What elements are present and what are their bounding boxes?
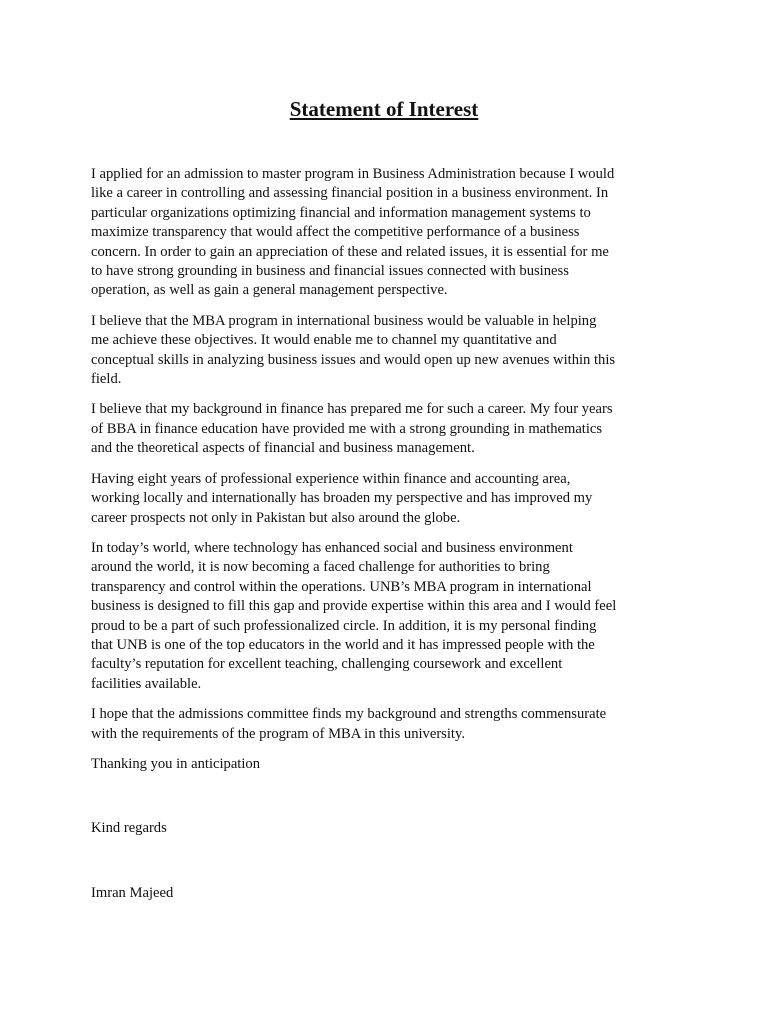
text-line: I hope that the admissions committee finds my background and strengths commensurate bbox=[91, 706, 607, 723]
text-line: operation, as well as gain a general management perspective. bbox=[91, 282, 448, 299]
closing-thanks: Thanking you in anticipation bbox=[91, 755, 261, 772]
signature-name: Imran Majeed bbox=[91, 884, 174, 901]
paragraph-5 bbox=[91, 539, 691, 694]
text-line: around the world, it is now becoming a faced challenge for authorities to bring bbox=[91, 559, 550, 576]
text-line: particular organizations optimizing financial and information management systems to bbox=[91, 204, 591, 221]
text-line: with the requirements of the program of MBA in this university. bbox=[91, 725, 465, 742]
text-line: I believe that the MBA program in international business would be valuable in helping bbox=[91, 312, 597, 329]
text-line: maximize transparency that would affect the competitive performance of a business bbox=[91, 224, 580, 241]
text-line: I applied for an admission to master program in Business Administration because I would bbox=[91, 166, 615, 182]
paragraph-3 bbox=[91, 400, 691, 458]
text-line: In today’s world, where technology has enhanced social and business environment bbox=[91, 539, 573, 556]
text-line: facilities available. bbox=[91, 675, 202, 692]
document-body bbox=[91, 165, 691, 903]
paragraph-1 bbox=[91, 165, 691, 301]
text-line: like a career in controlling and assessing financial position in a business environment. In bbox=[91, 185, 609, 202]
text-line: transparency and control within the operations. UNB’s MBA program in international bbox=[91, 578, 592, 595]
text-line: faculty’s reputation for excellent teaching, challenging coursework and excellent bbox=[91, 656, 563, 673]
text-line: career prospects not only in Pakistan but also around the globe. bbox=[91, 509, 461, 526]
text-line: and the theoretical aspects of financial and business management. bbox=[91, 440, 475, 457]
page-title: Statement of Interest bbox=[289, 97, 479, 121]
text-line: field. bbox=[91, 371, 122, 388]
text-line: proud to be a part of such professionalized circle. In addition, it is my personal finding bbox=[91, 617, 597, 634]
text-line: I believe that my background in finance has prepared me for such a career. My four years bbox=[91, 401, 613, 418]
text-line: business is designed to fill this gap and provide expertise within this area and I would feel bbox=[91, 598, 617, 615]
text-line: to have strong grounding in business and financial issues connected with business bbox=[91, 263, 569, 280]
paragraph-6 bbox=[91, 705, 691, 744]
text-line: concern. In order to gain an appreciation of these and related issues, it is essential for me bbox=[91, 243, 609, 260]
closing-regards: Kind regards bbox=[91, 820, 167, 837]
text-line: Having eight years of professional experience within finance and accounting area, bbox=[91, 470, 571, 487]
text-line: of BBA in finance education have provided me with a strong grounding in mathematics bbox=[91, 420, 603, 437]
text-line: me achieve these objectives. It would enable me to channel my quantitative and bbox=[91, 332, 557, 349]
text-line: working locally and internationally has broaden my perspective and has improved my bbox=[91, 490, 593, 507]
paragraph-2 bbox=[91, 312, 691, 390]
paragraph-4 bbox=[91, 470, 691, 528]
text-line: conceptual skills in analyzing business issues and would open up new avenues within this bbox=[91, 351, 616, 368]
text-line: that UNB is one of the top educators in the world and it has impressed people with the bbox=[91, 636, 595, 653]
